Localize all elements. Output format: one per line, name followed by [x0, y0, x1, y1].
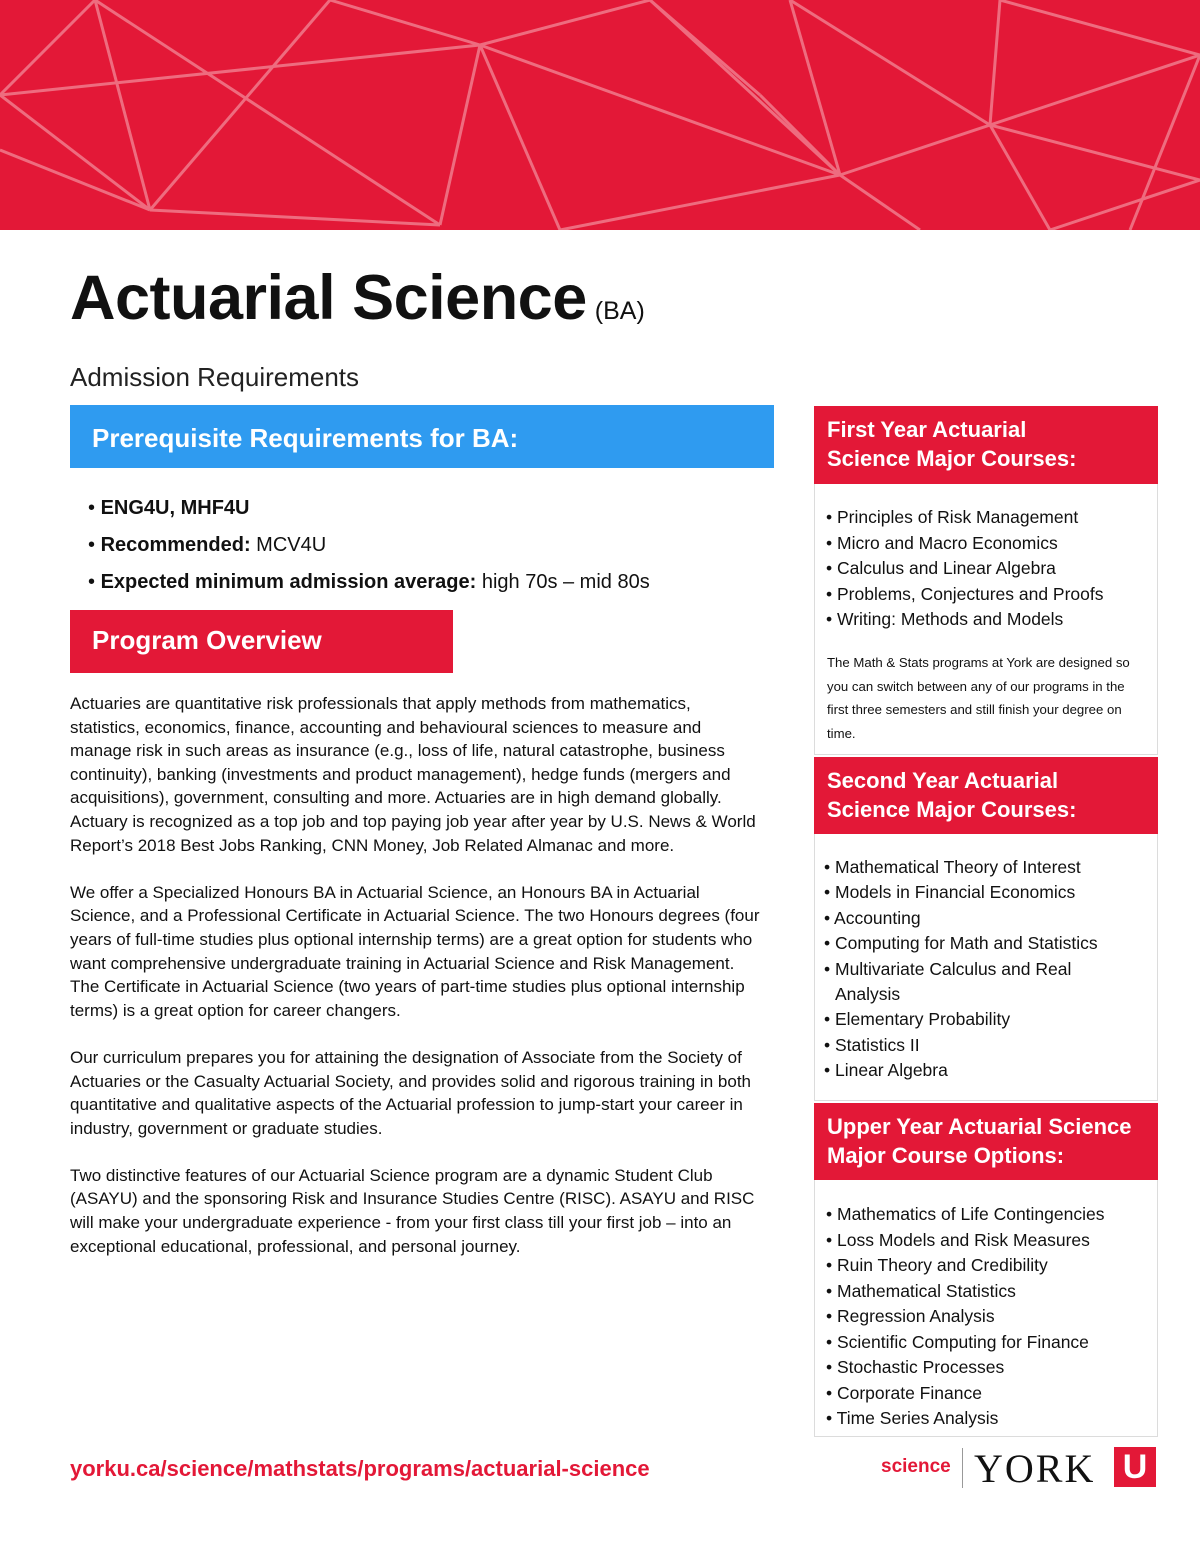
- list-item: • Corporate Finance: [826, 1382, 982, 1403]
- list-item: • Ruin Theory and Credibility: [826, 1255, 1048, 1275]
- page-subtitle: Admission Requirements: [70, 362, 360, 392]
- list-item: • Scientific Computing for Finance: [826, 1331, 1089, 1352]
- overview-body: [70, 692, 760, 1282]
- second-year-course-list: [824, 855, 1098, 1084]
- list-item: • Models in Financial Economics: [824, 882, 1076, 903]
- overview-paragraph: We offer a Specialized Honours BA in Actuarial Science, an Honours BA in Actuarial Science, and a Professional Certificate in Actuarial Science. The two Honours degrees (four years of full-time studies plus optional internship terms) are a great option for students who want comprehensive undergraduate training in Actuarial Science and Risk Management. The Certificate in Actuarial Science (two years of part-time studies plus optional internship terms) is a great option for career changers.: [70, 882, 760, 1020]
- bullet: •: [88, 571, 96, 593]
- first-year-heading: [814, 406, 1158, 484]
- heading-line: Second Year Actuarial: [827, 768, 1059, 793]
- program-url-link[interactable]: yorku.ca/science/mathstats/programs/actuarial-science: [70, 1456, 650, 1481]
- prerequisite-value: MCV4U: [256, 534, 327, 556]
- second-year-heading: [814, 757, 1158, 834]
- overview-heading: Program Overview: [70, 610, 453, 673]
- heading-line: First Year Actuarial: [827, 417, 1027, 442]
- prerequisite-label: Expected minimum admission average:: [100, 571, 477, 593]
- first-year-course-list: [826, 505, 1104, 633]
- list-item: • Mathematical Statistics: [826, 1280, 1016, 1301]
- prerequisite-list: [88, 490, 650, 601]
- banner-pattern: [0, 0, 1200, 230]
- heading-line: Science Major Courses:: [827, 797, 1077, 822]
- bullet: •: [88, 534, 96, 556]
- switch-programs-note: The Math & Stats programs at York are designed so you can switch between any of our programs in the first three semesters and still finish your degree on time.: [827, 655, 1130, 741]
- list-item: [88, 564, 650, 601]
- list-item: • Time Series Analysis: [826, 1408, 999, 1428]
- list-item: • Accounting: [824, 907, 921, 928]
- header-banner: [0, 0, 1200, 230]
- science-logo-text: science: [881, 1456, 951, 1477]
- heading-line: Science Major Courses:: [827, 446, 1077, 471]
- degree-label: (BA): [594, 297, 645, 325]
- heading-line: Major Course Options:: [827, 1143, 1065, 1168]
- title-text: Actuarial Science: [70, 263, 587, 333]
- list-item: • Stochastic Processes: [826, 1357, 1005, 1377]
- list-item: • Calculus and Linear Algebra: [826, 558, 1056, 578]
- upper-year-course-list: [826, 1202, 1105, 1432]
- list-item-continued: [824, 982, 1098, 1007]
- prerequisite-label: ENG4U, MHF4U: [100, 497, 250, 519]
- list-item: • Regression Analysis: [826, 1306, 995, 1326]
- york-logo-text: YORK: [974, 1446, 1096, 1491]
- york-u-logo-icon: U: [1114, 1447, 1156, 1487]
- list-item: • Computing for Math and Statistics: [824, 933, 1098, 954]
- overview-paragraph: Our curriculum prepares you for attaining the designation of Associate from the Society of Actuaries or the Casualty Actuarial Society, and provides solid and rigorous training in both quantitative and qualitative aspects of the Actuarial profession to jump-start your career in industry, government or graduate studies.: [70, 1047, 752, 1138]
- list-item: • Mathematical Theory of Interest: [824, 857, 1081, 877]
- list-item: [88, 527, 650, 564]
- upper-year-heading: [814, 1103, 1158, 1180]
- continued-text: Analysis: [835, 984, 901, 1005]
- prerequisite-value: high 70s – mid 80s: [481, 571, 650, 593]
- prerequisite-heading: Prerequisite Requirements for BA:: [70, 405, 774, 468]
- overview-paragraph: Actuaries are quantitative risk professionals that apply methods from mathematics, statistics, economics, finance, accounting and behavioural sciences to measure and manage risk in such areas as insurance (e.g., loss of life, natural catastrophe, business continuity), banking (investments and product management), hedge funds (mergers and acquisitions), government, consulting and more. Actuaries are in high demand globally. Actuary is recognized as a top job and top paying job year after year by U.S. News & World Report’s 2018 Best Jobs Ranking, CNN Money, Job Related Almanac and more.: [70, 694, 756, 855]
- heading-line: Upper Year Actuarial Science: [827, 1114, 1132, 1139]
- list-item: • Micro and Macro Economics: [826, 532, 1058, 553]
- list-item: • Mathematics of Life Contingencies: [826, 1204, 1105, 1224]
- logo-divider: [962, 1448, 963, 1488]
- list-item: • Loss Models and Risk Measures: [826, 1229, 1090, 1250]
- list-item: • Principles of Risk Management: [826, 507, 1079, 527]
- list-item: • Statistics II: [824, 1034, 920, 1055]
- list-item: [88, 490, 650, 527]
- prerequisite-label: Recommended:: [100, 534, 251, 556]
- overview-paragraph: Two distinctive features of our Actuarial Science program are a dynamic Student Club (ASAYU) and the sponsoring Risk and Insurance Studies Centre (RISC). ASAYU and RISC will make your undergraduate experience - from your first class till your first job – into an exceptional educational, professional, and personal journey.: [70, 1165, 755, 1256]
- list-item: • Multivariate Calculus and Real: [824, 958, 1072, 979]
- list-item: • Problems, Conjectures and Proofs: [826, 583, 1104, 604]
- list-item: • Linear Algebra: [824, 1060, 948, 1081]
- list-item: • Writing: Methods and Models: [826, 609, 1064, 629]
- bullet: •: [88, 497, 96, 519]
- list-item: • Elementary Probability: [824, 1009, 1011, 1030]
- page-title: [70, 262, 645, 334]
